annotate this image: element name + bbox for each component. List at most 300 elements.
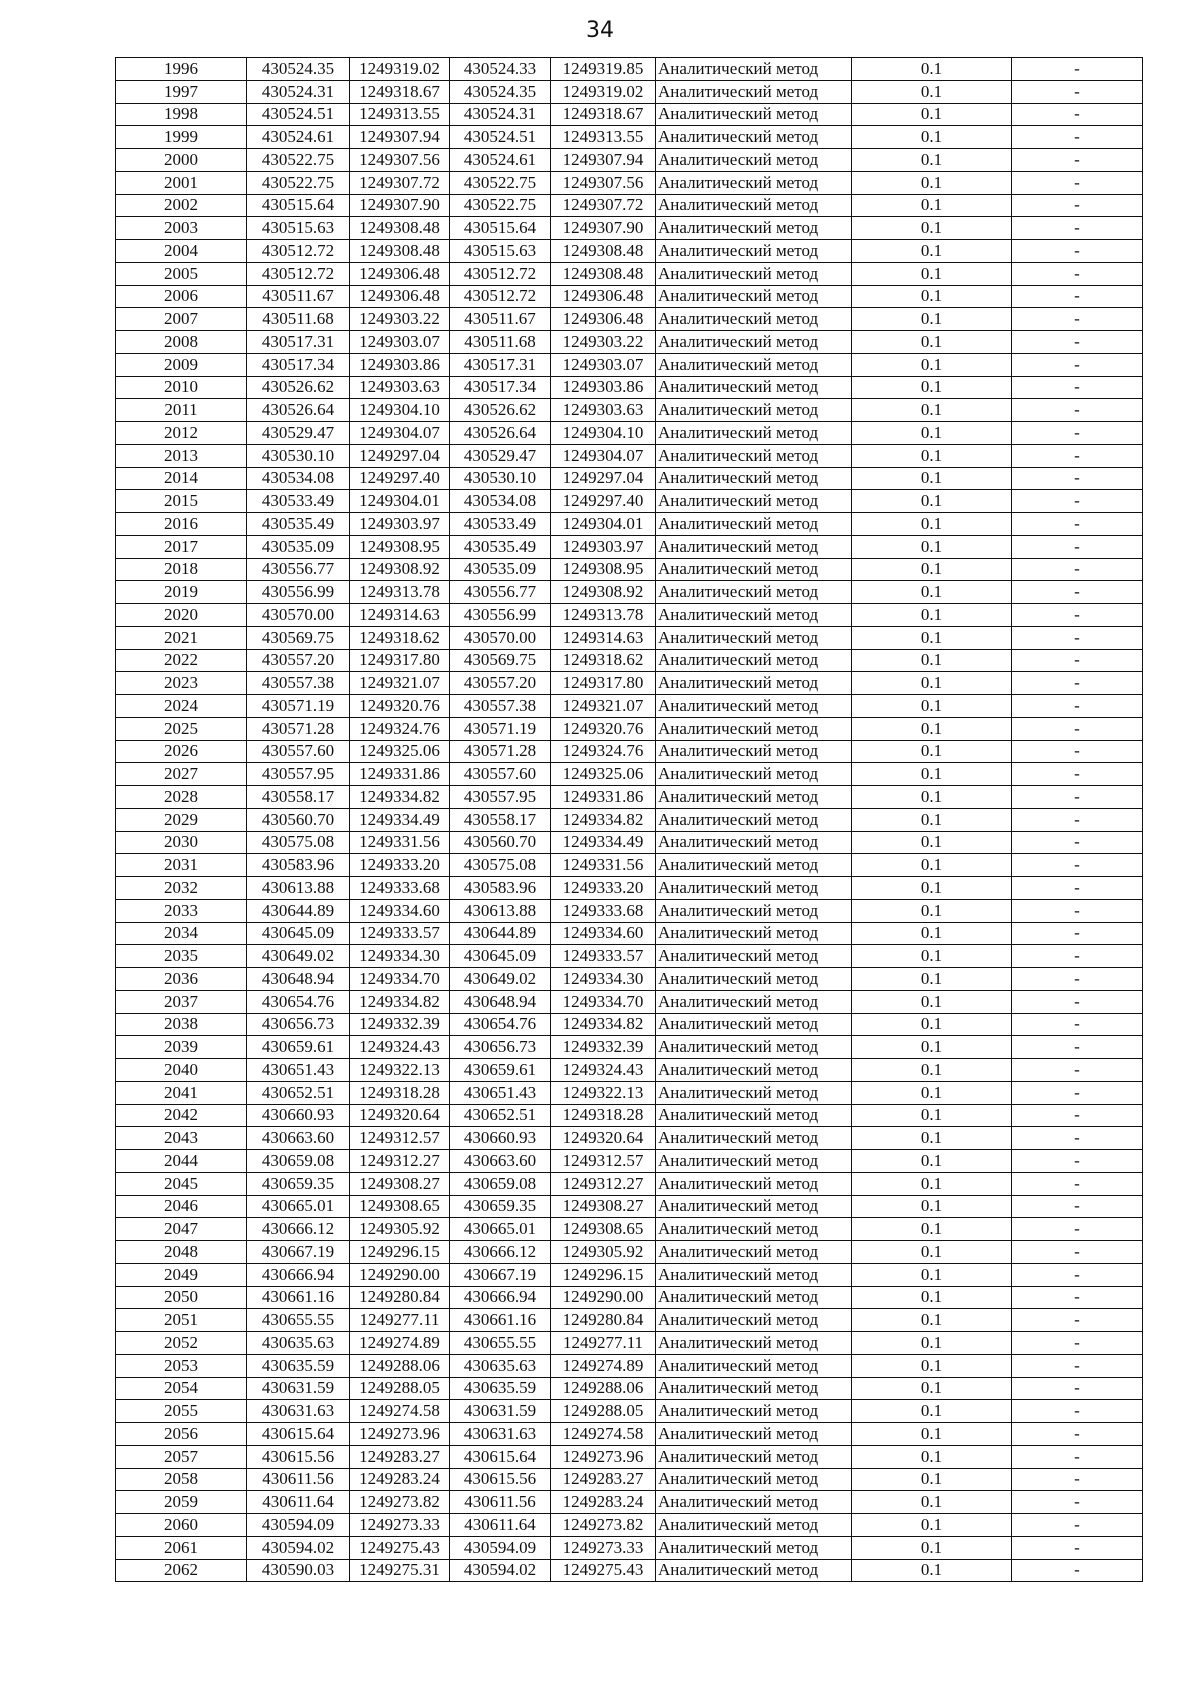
accuracy-cell: 0.1	[852, 1104, 1012, 1127]
note-cell: -	[1012, 399, 1143, 422]
prev-x-coord-cell: 430526.62	[450, 399, 551, 422]
method-cell: Аналитический метод	[656, 717, 852, 740]
prev-y-coord-cell: 1249275.43	[551, 1559, 656, 1582]
prev-y-coord-cell: 1249334.60	[551, 922, 656, 945]
accuracy-cell: 0.1	[852, 922, 1012, 945]
prev-y-coord-cell: 1249305.92	[551, 1241, 656, 1264]
x-coord-cell: 430517.31	[247, 331, 350, 354]
method-cell: Аналитический метод	[656, 353, 852, 376]
accuracy-cell: 0.1	[852, 1081, 1012, 1104]
x-coord-cell: 430524.35	[247, 58, 350, 81]
point-number-cell: 2020	[116, 604, 247, 627]
note-cell: -	[1012, 467, 1143, 490]
y-coord-cell: 1249318.62	[350, 626, 450, 649]
prev-x-coord-cell: 430557.95	[450, 786, 551, 809]
point-number-cell: 2047	[116, 1218, 247, 1241]
x-coord-cell: 430557.95	[247, 763, 350, 786]
accuracy-cell: 0.1	[852, 1195, 1012, 1218]
prev-y-coord-cell: 1249334.82	[551, 1013, 656, 1036]
y-coord-cell: 1249303.63	[350, 376, 450, 399]
method-cell: Аналитический метод	[656, 626, 852, 649]
table-row	[116, 808, 1143, 831]
x-coord-cell: 430570.00	[247, 604, 350, 627]
note-cell: -	[1012, 1150, 1143, 1173]
method-cell: Аналитический метод	[656, 831, 852, 854]
method-cell: Аналитический метод	[656, 262, 852, 285]
point-number-cell: 2040	[116, 1059, 247, 1082]
point-number-cell: 2034	[116, 922, 247, 945]
method-cell: Аналитический метод	[656, 1354, 852, 1377]
prev-x-coord-cell: 430557.20	[450, 672, 551, 695]
y-coord-cell: 1249333.68	[350, 877, 450, 900]
y-coord-cell: 1249318.67	[350, 80, 450, 103]
prev-x-coord-cell: 430631.63	[450, 1423, 551, 1446]
point-number-cell: 2036	[116, 968, 247, 991]
x-coord-cell: 430631.63	[247, 1400, 350, 1423]
accuracy-cell: 0.1	[852, 217, 1012, 240]
prev-x-coord-cell: 430666.12	[450, 1241, 551, 1264]
prev-x-coord-cell: 430570.00	[450, 626, 551, 649]
prev-x-coord-cell: 430557.60	[450, 763, 551, 786]
y-coord-cell: 1249334.82	[350, 786, 450, 809]
note-cell: -	[1012, 444, 1143, 467]
y-coord-cell: 1249296.15	[350, 1241, 450, 1264]
prev-x-coord-cell: 430556.77	[450, 581, 551, 604]
x-coord-cell: 430654.76	[247, 990, 350, 1013]
x-coord-cell: 430615.56	[247, 1445, 350, 1468]
prev-x-coord-cell: 430660.93	[450, 1127, 551, 1150]
point-number-cell: 2009	[116, 353, 247, 376]
table-row	[116, 149, 1143, 172]
y-coord-cell: 1249333.57	[350, 922, 450, 945]
method-cell: Аналитический метод	[656, 1400, 852, 1423]
prev-y-coord-cell: 1249273.33	[551, 1536, 656, 1559]
x-coord-cell: 430534.08	[247, 467, 350, 490]
prev-y-coord-cell: 1249334.49	[551, 831, 656, 854]
x-coord-cell: 430517.34	[247, 353, 350, 376]
accuracy-cell: 0.1	[852, 80, 1012, 103]
method-cell: Аналитический метод	[656, 467, 852, 490]
prev-y-coord-cell: 1249320.64	[551, 1127, 656, 1150]
method-cell: Аналитический метод	[656, 649, 852, 672]
table-row	[116, 899, 1143, 922]
table-row	[116, 513, 1143, 536]
accuracy-cell: 0.1	[852, 513, 1012, 536]
accuracy-cell: 0.1	[852, 808, 1012, 831]
point-number-cell: 2033	[116, 899, 247, 922]
note-cell: -	[1012, 80, 1143, 103]
table-row	[116, 467, 1143, 490]
prev-y-coord-cell: 1249277.11	[551, 1332, 656, 1355]
note-cell: -	[1012, 1468, 1143, 1491]
x-coord-cell: 430522.75	[247, 171, 350, 194]
note-cell: -	[1012, 604, 1143, 627]
accuracy-cell: 0.1	[852, 990, 1012, 1013]
prev-x-coord-cell: 430533.49	[450, 513, 551, 536]
accuracy-cell: 0.1	[852, 945, 1012, 968]
point-number-cell: 2042	[116, 1104, 247, 1127]
x-coord-cell: 430652.51	[247, 1081, 350, 1104]
method-cell: Аналитический метод	[656, 877, 852, 900]
table-row	[116, 581, 1143, 604]
prev-y-coord-cell: 1249297.04	[551, 467, 656, 490]
x-coord-cell: 430659.61	[247, 1036, 350, 1059]
prev-x-coord-cell: 430666.94	[450, 1286, 551, 1309]
point-number-cell: 2021	[116, 626, 247, 649]
y-coord-cell: 1249312.27	[350, 1150, 450, 1173]
prev-y-coord-cell: 1249273.82	[551, 1514, 656, 1537]
prev-x-coord-cell: 430557.38	[450, 695, 551, 718]
table-row	[116, 1195, 1143, 1218]
prev-x-coord-cell: 430511.67	[450, 308, 551, 331]
note-cell: -	[1012, 1127, 1143, 1150]
table-row	[116, 877, 1143, 900]
point-number-cell: 2053	[116, 1354, 247, 1377]
x-coord-cell: 430594.02	[247, 1536, 350, 1559]
prev-x-coord-cell: 430524.35	[450, 80, 551, 103]
table-row	[116, 308, 1143, 331]
accuracy-cell: 0.1	[852, 240, 1012, 263]
note-cell: -	[1012, 1354, 1143, 1377]
accuracy-cell: 0.1	[852, 490, 1012, 513]
note-cell: -	[1012, 968, 1143, 991]
table-row	[116, 1377, 1143, 1400]
table-row	[116, 1013, 1143, 1036]
accuracy-cell: 0.1	[852, 1354, 1012, 1377]
table-row	[116, 217, 1143, 240]
point-number-cell: 2011	[116, 399, 247, 422]
point-number-cell: 2046	[116, 1195, 247, 1218]
point-number-cell: 2027	[116, 763, 247, 786]
x-coord-cell: 430651.43	[247, 1059, 350, 1082]
point-number-cell: 2003	[116, 217, 247, 240]
prev-y-coord-cell: 1249283.24	[551, 1491, 656, 1514]
point-number-cell: 2024	[116, 695, 247, 718]
y-coord-cell: 1249308.27	[350, 1172, 450, 1195]
table-row	[116, 262, 1143, 285]
method-cell: Аналитический метод	[656, 1127, 852, 1150]
prev-x-coord-cell: 430556.99	[450, 604, 551, 627]
accuracy-cell: 0.1	[852, 581, 1012, 604]
point-number-cell: 2062	[116, 1559, 247, 1582]
page-number: 34	[586, 18, 614, 43]
prev-x-coord-cell: 430522.75	[450, 194, 551, 217]
x-coord-cell: 430631.59	[247, 1377, 350, 1400]
note-cell: -	[1012, 353, 1143, 376]
accuracy-cell: 0.1	[852, 695, 1012, 718]
y-coord-cell: 1249334.60	[350, 899, 450, 922]
y-coord-cell: 1249280.84	[350, 1286, 450, 1309]
point-number-cell: 2008	[116, 331, 247, 354]
x-coord-cell: 430571.19	[247, 695, 350, 718]
x-coord-cell: 430666.94	[247, 1263, 350, 1286]
table-row	[116, 1354, 1143, 1377]
prev-x-coord-cell: 430615.64	[450, 1445, 551, 1468]
table-body	[116, 58, 1143, 1582]
x-coord-cell: 430615.64	[247, 1423, 350, 1446]
method-cell: Аналитический метод	[656, 240, 852, 263]
y-coord-cell: 1249308.48	[350, 217, 450, 240]
prev-y-coord-cell: 1249288.05	[551, 1400, 656, 1423]
method-cell: Аналитический метод	[656, 149, 852, 172]
point-number-cell: 2054	[116, 1377, 247, 1400]
y-coord-cell: 1249283.27	[350, 1445, 450, 1468]
table-row	[116, 444, 1143, 467]
y-coord-cell: 1249283.24	[350, 1468, 450, 1491]
method-cell: Аналитический метод	[656, 103, 852, 126]
prev-y-coord-cell: 1249334.82	[551, 808, 656, 831]
accuracy-cell: 0.1	[852, 1423, 1012, 1446]
y-coord-cell: 1249334.70	[350, 968, 450, 991]
table-row	[116, 831, 1143, 854]
prev-y-coord-cell: 1249322.13	[551, 1081, 656, 1104]
table-row	[116, 535, 1143, 558]
x-coord-cell: 430524.31	[247, 80, 350, 103]
prev-y-coord-cell: 1249324.76	[551, 740, 656, 763]
note-cell: -	[1012, 899, 1143, 922]
table-row	[116, 763, 1143, 786]
accuracy-cell: 0.1	[852, 1536, 1012, 1559]
prev-y-coord-cell: 1249296.15	[551, 1263, 656, 1286]
point-number-cell: 2005	[116, 262, 247, 285]
y-coord-cell: 1249324.76	[350, 717, 450, 740]
point-number-cell: 2059	[116, 1491, 247, 1514]
table-row	[116, 672, 1143, 695]
prev-y-coord-cell: 1249303.22	[551, 331, 656, 354]
method-cell: Аналитический метод	[656, 58, 852, 81]
note-cell: -	[1012, 535, 1143, 558]
prev-x-coord-cell: 430529.47	[450, 444, 551, 467]
x-coord-cell: 430524.51	[247, 103, 350, 126]
x-coord-cell: 430557.60	[247, 740, 350, 763]
accuracy-cell: 0.1	[852, 1286, 1012, 1309]
prev-x-coord-cell: 430659.61	[450, 1059, 551, 1082]
prev-y-coord-cell: 1249318.62	[551, 649, 656, 672]
point-number-cell: 2026	[116, 740, 247, 763]
method-cell: Аналитический метод	[656, 308, 852, 331]
point-number-cell: 2001	[116, 171, 247, 194]
point-number-cell: 2014	[116, 467, 247, 490]
point-number-cell: 2023	[116, 672, 247, 695]
x-coord-cell: 430649.02	[247, 945, 350, 968]
accuracy-cell: 0.1	[852, 376, 1012, 399]
y-coord-cell: 1249304.07	[350, 422, 450, 445]
note-cell: -	[1012, 376, 1143, 399]
table-row	[116, 80, 1143, 103]
table-row	[116, 1309, 1143, 1332]
table-row	[116, 103, 1143, 126]
note-cell: -	[1012, 786, 1143, 809]
x-coord-cell: 430558.17	[247, 786, 350, 809]
y-coord-cell: 1249333.20	[350, 854, 450, 877]
note-cell: -	[1012, 1263, 1143, 1286]
point-number-cell: 1996	[116, 58, 247, 81]
note-cell: -	[1012, 1241, 1143, 1264]
x-coord-cell: 430515.63	[247, 217, 350, 240]
table-row	[116, 1059, 1143, 1082]
note-cell: -	[1012, 1104, 1143, 1127]
prev-y-coord-cell: 1249306.48	[551, 308, 656, 331]
note-cell: -	[1012, 854, 1143, 877]
point-number-cell: 2013	[116, 444, 247, 467]
accuracy-cell: 0.1	[852, 1218, 1012, 1241]
accuracy-cell: 0.1	[852, 399, 1012, 422]
x-coord-cell: 430666.12	[247, 1218, 350, 1241]
note-cell: -	[1012, 1536, 1143, 1559]
note-cell: -	[1012, 1195, 1143, 1218]
point-number-cell: 2016	[116, 513, 247, 536]
accuracy-cell: 0.1	[852, 1491, 1012, 1514]
y-coord-cell: 1249274.58	[350, 1400, 450, 1423]
x-coord-cell: 430583.96	[247, 854, 350, 877]
table-row	[116, 490, 1143, 513]
prev-y-coord-cell: 1249324.43	[551, 1059, 656, 1082]
prev-x-coord-cell: 430659.35	[450, 1195, 551, 1218]
method-cell: Аналитический метод	[656, 285, 852, 308]
note-cell: -	[1012, 1559, 1143, 1582]
x-coord-cell: 430635.59	[247, 1354, 350, 1377]
y-coord-cell: 1249306.48	[350, 285, 450, 308]
accuracy-cell: 0.1	[852, 717, 1012, 740]
method-cell: Аналитический метод	[656, 1104, 852, 1127]
note-cell: -	[1012, 1286, 1143, 1309]
accuracy-cell: 0.1	[852, 1445, 1012, 1468]
note-cell: -	[1012, 126, 1143, 149]
table-row	[116, 58, 1143, 81]
table-row	[116, 1218, 1143, 1241]
prev-x-coord-cell: 430524.61	[450, 149, 551, 172]
prev-y-coord-cell: 1249297.40	[551, 490, 656, 513]
table-row	[116, 240, 1143, 263]
accuracy-cell: 0.1	[852, 467, 1012, 490]
note-cell: -	[1012, 58, 1143, 81]
accuracy-cell: 0.1	[852, 194, 1012, 217]
prev-x-coord-cell: 430611.56	[450, 1491, 551, 1514]
prev-x-coord-cell: 430648.94	[450, 990, 551, 1013]
accuracy-cell: 0.1	[852, 149, 1012, 172]
point-number-cell: 2006	[116, 285, 247, 308]
note-cell: -	[1012, 558, 1143, 581]
method-cell: Аналитический метод	[656, 581, 852, 604]
accuracy-cell: 0.1	[852, 535, 1012, 558]
method-cell: Аналитический метод	[656, 194, 852, 217]
prev-y-coord-cell: 1249304.07	[551, 444, 656, 467]
table-row	[116, 1286, 1143, 1309]
prev-x-coord-cell: 430652.51	[450, 1104, 551, 1127]
x-coord-cell: 430656.73	[247, 1013, 350, 1036]
prev-y-coord-cell: 1249308.65	[551, 1218, 656, 1241]
table-row	[116, 1172, 1143, 1195]
point-number-cell: 2029	[116, 808, 247, 831]
prev-x-coord-cell: 430535.09	[450, 558, 551, 581]
accuracy-cell: 0.1	[852, 1400, 1012, 1423]
accuracy-cell: 0.1	[852, 1013, 1012, 1036]
y-coord-cell: 1249308.48	[350, 240, 450, 263]
prev-y-coord-cell: 1249320.76	[551, 717, 656, 740]
accuracy-cell: 0.1	[852, 1377, 1012, 1400]
point-number-cell: 2049	[116, 1263, 247, 1286]
y-coord-cell: 1249320.76	[350, 695, 450, 718]
x-coord-cell: 430512.72	[247, 240, 350, 263]
x-coord-cell: 430635.63	[247, 1332, 350, 1355]
y-coord-cell: 1249305.92	[350, 1218, 450, 1241]
table-row	[116, 331, 1143, 354]
point-number-cell: 2031	[116, 854, 247, 877]
method-cell: Аналитический метод	[656, 171, 852, 194]
prev-x-coord-cell: 430558.17	[450, 808, 551, 831]
method-cell: Аналитический метод	[656, 217, 852, 240]
y-coord-cell: 1249274.89	[350, 1332, 450, 1355]
point-number-cell: 2030	[116, 831, 247, 854]
note-cell: -	[1012, 1445, 1143, 1468]
method-cell: Аналитический метод	[656, 1150, 852, 1173]
table-row	[116, 695, 1143, 718]
prev-x-coord-cell: 430613.88	[450, 899, 551, 922]
method-cell: Аналитический метод	[656, 1536, 852, 1559]
prev-x-coord-cell: 430517.31	[450, 353, 551, 376]
note-cell: -	[1012, 1423, 1143, 1446]
prev-x-coord-cell: 430645.09	[450, 945, 551, 968]
table-row	[116, 1081, 1143, 1104]
point-number-cell: 2010	[116, 376, 247, 399]
method-cell: Аналитический метод	[656, 1514, 852, 1537]
table-row	[116, 968, 1143, 991]
x-coord-cell: 430665.01	[247, 1195, 350, 1218]
method-cell: Аналитический метод	[656, 490, 852, 513]
prev-x-coord-cell: 430583.96	[450, 877, 551, 900]
accuracy-cell: 0.1	[852, 763, 1012, 786]
prev-y-coord-cell: 1249321.07	[551, 695, 656, 718]
accuracy-cell: 0.1	[852, 626, 1012, 649]
accuracy-cell: 0.1	[852, 604, 1012, 627]
y-coord-cell: 1249319.02	[350, 58, 450, 81]
coordinates-table	[115, 57, 1143, 1582]
method-cell: Аналитический метод	[656, 1081, 852, 1104]
prev-y-coord-cell: 1249303.86	[551, 376, 656, 399]
x-coord-cell: 430569.75	[247, 626, 350, 649]
note-cell: -	[1012, 740, 1143, 763]
y-coord-cell: 1249332.39	[350, 1013, 450, 1036]
method-cell: Аналитический метод	[656, 968, 852, 991]
table-row	[116, 1445, 1143, 1468]
y-coord-cell: 1249290.00	[350, 1263, 450, 1286]
method-cell: Аналитический метод	[656, 331, 852, 354]
prev-y-coord-cell: 1249307.90	[551, 217, 656, 240]
point-number-cell: 2060	[116, 1514, 247, 1537]
prev-x-coord-cell: 430560.70	[450, 831, 551, 854]
method-cell: Аналитический метод	[656, 1491, 852, 1514]
note-cell: -	[1012, 1400, 1143, 1423]
x-coord-cell: 430556.99	[247, 581, 350, 604]
accuracy-cell: 0.1	[852, 262, 1012, 285]
method-cell: Аналитический метод	[656, 558, 852, 581]
method-cell: Аналитический метод	[656, 126, 852, 149]
y-coord-cell: 1249324.43	[350, 1036, 450, 1059]
x-coord-cell: 430515.64	[247, 194, 350, 217]
point-number-cell: 2032	[116, 877, 247, 900]
method-cell: Аналитический метод	[656, 1286, 852, 1309]
accuracy-cell: 0.1	[852, 1332, 1012, 1355]
prev-y-coord-cell: 1249312.27	[551, 1172, 656, 1195]
note-cell: -	[1012, 1013, 1143, 1036]
point-number-cell: 2037	[116, 990, 247, 1013]
point-number-cell: 1999	[116, 126, 247, 149]
note-cell: -	[1012, 1377, 1143, 1400]
accuracy-cell: 0.1	[852, 899, 1012, 922]
y-coord-cell: 1249273.82	[350, 1491, 450, 1514]
prev-x-coord-cell: 430530.10	[450, 467, 551, 490]
method-cell: Аналитический метод	[656, 763, 852, 786]
